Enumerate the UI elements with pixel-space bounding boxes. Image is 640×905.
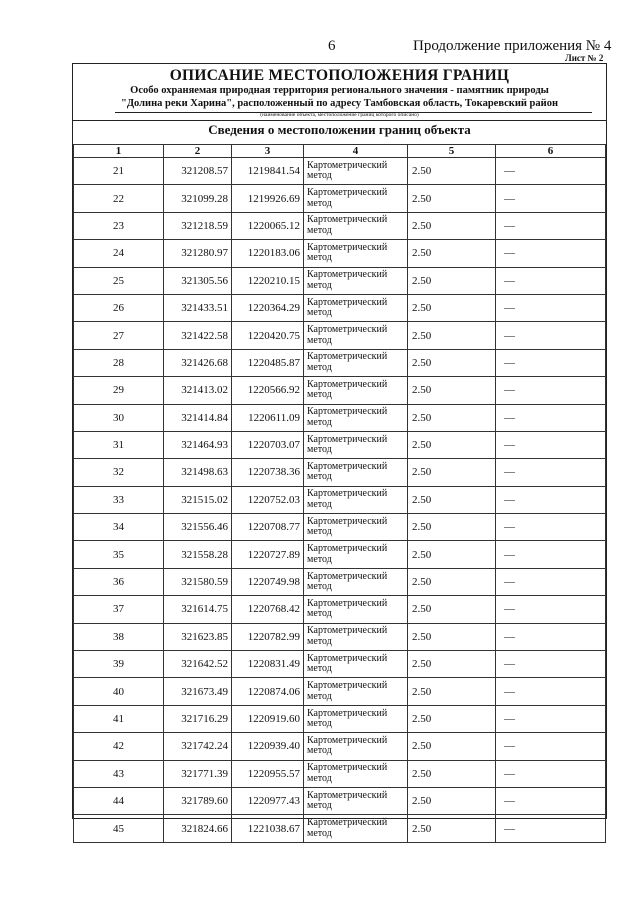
accuracy-cell: 2.50 [408, 349, 496, 376]
point-number-cell: 44 [74, 787, 164, 814]
table-row [74, 349, 606, 376]
table-row [74, 568, 606, 595]
note-cell: — [496, 349, 606, 376]
y-coordinate-cell: 1220420.75 [232, 322, 304, 349]
point-number-cell: 31 [74, 431, 164, 458]
x-coordinate-cell: 321742.24 [164, 733, 232, 760]
y-coordinate-cell: 1220703.07 [232, 431, 304, 458]
appendix-label: Продолжение приложения № 4 [413, 38, 612, 54]
method-cell: Картометрический метод [304, 651, 408, 678]
method-cell: Картометрический метод [304, 349, 408, 376]
note-cell: — [496, 240, 606, 267]
note-cell: — [496, 623, 606, 650]
point-number-cell: 41 [74, 705, 164, 732]
note-cell: — [496, 431, 606, 458]
x-coordinate-cell: 321580.59 [164, 568, 232, 595]
y-coordinate-cell: 1220955.57 [232, 760, 304, 787]
x-coordinate-cell: 321099.28 [164, 185, 232, 212]
accuracy-cell: 2.50 [408, 212, 496, 239]
accuracy-cell: 2.50 [408, 267, 496, 294]
note-cell: — [496, 158, 606, 185]
method-cell: Картометрический метод [304, 322, 408, 349]
y-coordinate-cell: 1220566.92 [232, 377, 304, 404]
note-cell: — [496, 651, 606, 678]
method-cell: Картометрический метод [304, 678, 408, 705]
table-row [74, 787, 606, 814]
accuracy-cell: 2.50 [408, 733, 496, 760]
point-number-cell: 40 [74, 678, 164, 705]
table-row [74, 431, 606, 458]
note-cell: — [496, 486, 606, 513]
x-coordinate-cell: 321716.29 [164, 705, 232, 732]
column-header: 5 [408, 145, 496, 158]
column-header: 1 [74, 145, 164, 158]
y-coordinate-cell: 1220183.06 [232, 240, 304, 267]
y-coordinate-cell: 1220727.89 [232, 541, 304, 568]
note-cell: — [496, 678, 606, 705]
accuracy-cell: 2.50 [408, 623, 496, 650]
x-coordinate-cell: 321498.63 [164, 459, 232, 486]
accuracy-cell: 2.50 [408, 240, 496, 267]
method-cell: Картометрический метод [304, 787, 408, 814]
table-row [74, 212, 606, 239]
column-header: 2 [164, 145, 232, 158]
y-coordinate-cell: 1220874.06 [232, 678, 304, 705]
x-coordinate-cell: 321515.02 [164, 486, 232, 513]
object-description-line-1: Особо охраняемая природная территория регионального значения - памятник природы [130, 85, 549, 96]
y-coordinate-cell: 1220782.99 [232, 623, 304, 650]
page-number: 6 [328, 38, 336, 54]
point-number-cell: 29 [74, 377, 164, 404]
accuracy-cell: 2.50 [408, 787, 496, 814]
y-coordinate-cell: 1219926.69 [232, 185, 304, 212]
column-header: 3 [232, 145, 304, 158]
accuracy-cell: 2.50 [408, 568, 496, 595]
note-cell: — [496, 705, 606, 732]
table-row [74, 541, 606, 568]
y-coordinate-cell: 1220065.12 [232, 212, 304, 239]
point-number-cell: 28 [74, 349, 164, 376]
note-cell: — [496, 733, 606, 760]
method-cell: Картометрический метод [304, 377, 408, 404]
note-cell: — [496, 596, 606, 623]
method-cell: Картометрический метод [304, 185, 408, 212]
x-coordinate-cell: 321614.75 [164, 596, 232, 623]
method-cell: Картометрический метод [304, 158, 408, 185]
point-number-cell: 30 [74, 404, 164, 431]
object-description-line-2: "Долина реки Харина", расположенный по адресу Тамбовская область, Токаревский район [120, 98, 558, 109]
y-coordinate-cell: 1220768.42 [232, 596, 304, 623]
point-number-cell: 25 [74, 267, 164, 294]
y-coordinate-cell: 1220752.03 [232, 486, 304, 513]
method-cell: Картометрический метод [304, 240, 408, 267]
table-row [74, 377, 606, 404]
note-cell: — [496, 294, 606, 321]
method-cell: Картометрический метод [304, 705, 408, 732]
point-number-cell: 35 [74, 541, 164, 568]
point-number-cell: 21 [74, 158, 164, 185]
note-cell: — [496, 760, 606, 787]
point-number-cell: 32 [74, 459, 164, 486]
accuracy-cell: 2.50 [408, 377, 496, 404]
note-cell: — [496, 185, 606, 212]
accuracy-cell: 2.50 [408, 514, 496, 541]
header-divider [73, 120, 606, 121]
table-row [74, 623, 606, 650]
table-row [74, 760, 606, 787]
note-cell: — [496, 815, 606, 842]
method-cell: Картометрический метод [304, 733, 408, 760]
x-coordinate-cell: 321623.85 [164, 623, 232, 650]
accuracy-cell: 2.50 [408, 431, 496, 458]
method-cell: Картометрический метод [304, 486, 408, 513]
method-cell: Картометрический метод [304, 815, 408, 842]
accuracy-cell: 2.50 [408, 678, 496, 705]
table-row [74, 486, 606, 513]
accuracy-cell: 2.50 [408, 541, 496, 568]
point-number-cell: 37 [74, 596, 164, 623]
accuracy-cell: 2.50 [408, 404, 496, 431]
note-cell: — [496, 322, 606, 349]
method-cell: Картометрический метод [304, 514, 408, 541]
table-row [74, 678, 606, 705]
point-number-cell: 24 [74, 240, 164, 267]
note-cell: — [496, 377, 606, 404]
y-coordinate-cell: 1220939.40 [232, 733, 304, 760]
note-cell: — [496, 541, 606, 568]
x-coordinate-cell: 321422.58 [164, 322, 232, 349]
point-number-cell: 36 [74, 568, 164, 595]
method-cell: Картометрический метод [304, 431, 408, 458]
accuracy-cell: 2.50 [408, 760, 496, 787]
method-cell: Картометрический метод [304, 404, 408, 431]
y-coordinate-cell: 1220210.15 [232, 267, 304, 294]
column-header: 6 [496, 145, 606, 158]
table-header-row [74, 145, 606, 158]
table-row [74, 404, 606, 431]
accuracy-cell: 2.50 [408, 158, 496, 185]
x-coordinate-cell: 321464.93 [164, 431, 232, 458]
point-number-cell: 27 [74, 322, 164, 349]
table-row [74, 815, 606, 842]
x-coordinate-cell: 321280.97 [164, 240, 232, 267]
x-coordinate-cell: 321305.56 [164, 267, 232, 294]
table-row [74, 294, 606, 321]
table-row [74, 240, 606, 267]
column-header: 4 [304, 145, 408, 158]
y-coordinate-cell: 1220977.43 [232, 787, 304, 814]
y-coordinate-cell: 1220919.60 [232, 705, 304, 732]
x-coordinate-cell: 321426.68 [164, 349, 232, 376]
method-cell: Картометрический метод [304, 596, 408, 623]
x-coordinate-cell: 321642.52 [164, 651, 232, 678]
x-coordinate-cell: 321824.66 [164, 815, 232, 842]
accuracy-cell: 2.50 [408, 294, 496, 321]
x-coordinate-cell: 321556.46 [164, 514, 232, 541]
method-cell: Картометрический метод [304, 294, 408, 321]
accuracy-cell: 2.50 [408, 651, 496, 678]
document-frame [72, 63, 607, 839]
point-number-cell: 26 [74, 294, 164, 321]
y-coordinate-cell: 1220831.49 [232, 651, 304, 678]
note-cell: — [496, 404, 606, 431]
method-cell: Картометрический метод [304, 212, 408, 239]
table-row [74, 185, 606, 212]
accuracy-cell: 2.50 [408, 322, 496, 349]
table-row [74, 459, 606, 486]
accuracy-cell: 2.50 [408, 486, 496, 513]
boundary-points-table [73, 144, 606, 843]
note-cell: — [496, 212, 606, 239]
note-cell: — [496, 267, 606, 294]
point-number-cell: 39 [74, 651, 164, 678]
description-caption: (наименование объекта, местоположение границ которого описано) [260, 112, 419, 118]
point-number-cell: 34 [74, 514, 164, 541]
table-row [74, 596, 606, 623]
y-coordinate-cell: 1220485.87 [232, 349, 304, 376]
point-number-cell: 33 [74, 486, 164, 513]
table-row [74, 514, 606, 541]
table-row [74, 651, 606, 678]
method-cell: Картометрический метод [304, 623, 408, 650]
accuracy-cell: 2.50 [408, 185, 496, 212]
note-cell: — [496, 459, 606, 486]
table-row [74, 267, 606, 294]
point-number-cell: 38 [74, 623, 164, 650]
x-coordinate-cell: 321673.49 [164, 678, 232, 705]
point-number-cell: 22 [74, 185, 164, 212]
point-number-cell: 45 [74, 815, 164, 842]
y-coordinate-cell: 1221038.67 [232, 815, 304, 842]
x-coordinate-cell: 321414.84 [164, 404, 232, 431]
x-coordinate-cell: 321433.51 [164, 294, 232, 321]
x-coordinate-cell: 321558.28 [164, 541, 232, 568]
y-coordinate-cell: 1220611.09 [232, 404, 304, 431]
method-cell: Картометрический метод [304, 760, 408, 787]
x-coordinate-cell: 321771.39 [164, 760, 232, 787]
accuracy-cell: 2.50 [408, 459, 496, 486]
accuracy-cell: 2.50 [408, 596, 496, 623]
note-cell: — [496, 568, 606, 595]
table-row [74, 705, 606, 732]
table-row [74, 733, 606, 760]
y-coordinate-cell: 1220749.98 [232, 568, 304, 595]
table-row [74, 322, 606, 349]
method-cell: Картометрический метод [304, 541, 408, 568]
method-cell: Картометрический метод [304, 459, 408, 486]
method-cell: Картометрический метод [304, 267, 408, 294]
section-title: Сведения о местоположении границ объекта [208, 122, 471, 137]
x-coordinate-cell: 321789.60 [164, 787, 232, 814]
y-coordinate-cell: 1220708.77 [232, 514, 304, 541]
note-cell: — [496, 787, 606, 814]
point-number-cell: 42 [74, 733, 164, 760]
accuracy-cell: 2.50 [408, 705, 496, 732]
point-number-cell: 23 [74, 212, 164, 239]
sheet-label: Лист № 2 [565, 53, 604, 63]
method-cell: Картометрический метод [304, 568, 408, 595]
x-coordinate-cell: 321208.57 [164, 158, 232, 185]
y-coordinate-cell: 1219841.54 [232, 158, 304, 185]
x-coordinate-cell: 321218.59 [164, 212, 232, 239]
accuracy-cell: 2.50 [408, 815, 496, 842]
y-coordinate-cell: 1220738.36 [232, 459, 304, 486]
table-row [74, 158, 606, 185]
document-title: ОПИСАНИЕ МЕСТОПОЛОЖЕНИЯ ГРАНИЦ [169, 67, 510, 84]
y-coordinate-cell: 1220364.29 [232, 294, 304, 321]
note-cell: — [496, 514, 606, 541]
x-coordinate-cell: 321413.02 [164, 377, 232, 404]
point-number-cell: 43 [74, 760, 164, 787]
table-body [74, 158, 606, 843]
